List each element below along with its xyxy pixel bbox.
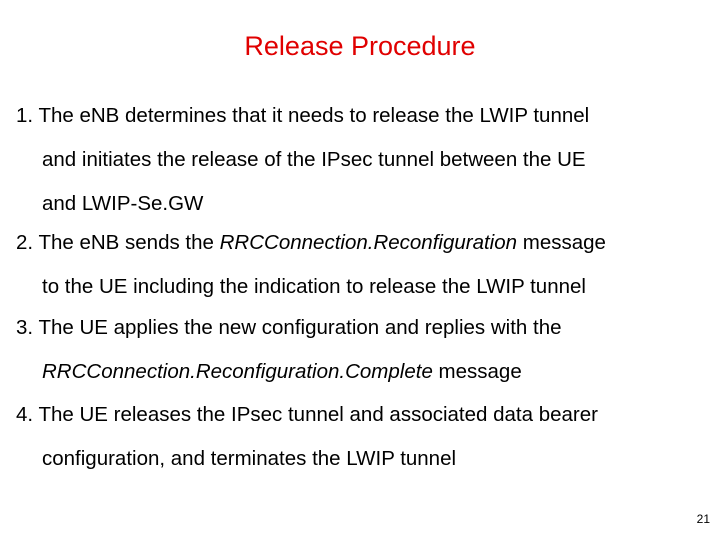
step-text: The UE applies the new configuration and replies with the xyxy=(38,316,562,339)
step-text: and initiates the release of the IPsec tunnel between the UE xyxy=(42,148,586,171)
step-line xyxy=(16,306,704,350)
slide-title: Release Procedure xyxy=(244,31,476,61)
step-number: 4. xyxy=(16,403,34,426)
step-text: to the UE including the indication to release the LWIP tunnel xyxy=(42,275,586,298)
step-text: message xyxy=(517,231,606,254)
step-text: configuration, and terminates the LWIP tunnel xyxy=(42,447,457,470)
step-number: 3. xyxy=(16,316,34,339)
step-line xyxy=(16,221,704,265)
step-text: and LWIP-Se.GW xyxy=(42,192,204,215)
step-number: 2. xyxy=(16,231,34,254)
step-item xyxy=(16,306,704,394)
step-line xyxy=(16,350,704,394)
step-item xyxy=(16,94,704,226)
step-line xyxy=(16,94,704,138)
message-name: RRCConnection.Reconfiguration.Complete xyxy=(42,360,433,383)
page-number: 21 xyxy=(696,512,710,526)
step-item xyxy=(16,393,704,481)
step-text: The UE releases the IPsec tunnel and associated data bearer xyxy=(38,403,598,426)
step-text: The eNB determines that it needs to release the LWIP tunnel xyxy=(38,104,590,127)
step-item xyxy=(16,221,704,309)
step-text: The eNB sends the xyxy=(38,231,220,254)
step-text: message xyxy=(432,360,522,383)
step-line xyxy=(16,393,704,437)
message-name: RRCConnection.Reconfiguration xyxy=(219,231,518,254)
step-number: 1. xyxy=(16,104,34,127)
